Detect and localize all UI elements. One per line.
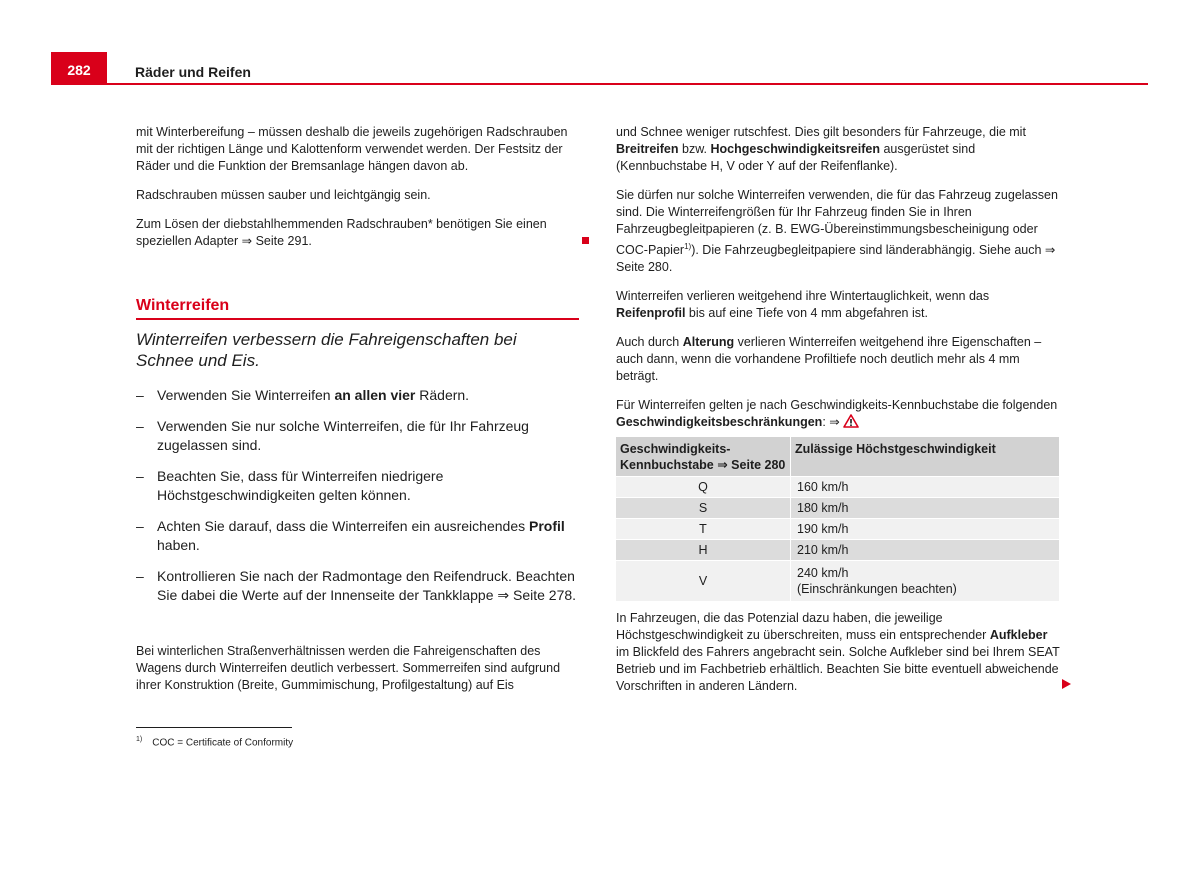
bullet-dash: – (136, 568, 144, 584)
paragraph: Winterreifen verlieren weitgehend ihre Wintertauglichkeit, wenn das Reifenprofil bis auf eine Tiefe von 4 mm abgefahren ist. (616, 289, 990, 321)
list-item-text: Rädern. (415, 387, 470, 403)
table-header-row (616, 437, 1059, 477)
footnote-ref[interactable]: 1) (684, 242, 692, 251)
list-item-text: Beachten Sie, dass für Winterreifen niedrigere Höchstgeschwindigkeiten gelten können. (157, 468, 444, 503)
paragraph: mit Winterbereifung – müssen deshalb die jeweils zugehörigen Radschrauben mit der richtigen Länge und Kalottenform verwendet werden. Der Festsitz der Räder und die Funktion der Bremsanlage hängen davon ab. (136, 125, 568, 173)
speed-code: T (616, 519, 791, 540)
section-rule (136, 318, 579, 320)
table-header-speed: Zulässige Höchstgeschwindigkeit (791, 437, 1060, 477)
list-item-text: Achten Sie darauf, dass die Winterreifen ein ausreichendes (157, 518, 529, 534)
warning-triangle-icon[interactable] (843, 414, 859, 428)
speed-code: Q (616, 477, 791, 498)
table-row (616, 498, 1059, 519)
footnote-text: COC = Certificate of Conformity (152, 737, 294, 749)
list-item-text: haben. (157, 537, 200, 553)
footnote-rule (136, 727, 292, 728)
speed-code: H (616, 540, 791, 561)
list-item-bold: an allen vier (334, 387, 416, 403)
paragraph: Sie dürfen nur solche Winterreifen verwenden, die für das Fahrzeug zugelassen sind. Die Winterreifengrößen für Ihr Fahrzeug finden Sie in Ihren Fahrzeugbegleitpapieren (z. B. EWG-Übereinstimmungsbescheinigung oder COC-Papier$^{1)}$). Die Fahrzeugbegleitpapiere sind länderabhängig. Siehe auch ⇒ Seite 280. (616, 188, 1058, 275)
list-item-text: Verwenden Sie nur solche Winterreifen, die für Ihr Fahrzeug zugelassen sind. (157, 418, 529, 453)
bullet-dash: – (136, 518, 144, 534)
page-number: 282 (51, 52, 107, 83)
paragraph: Radschrauben müssen sauber und leichtgängig sein. (136, 188, 431, 202)
list-item-text: Verwenden Sie Winterreifen (157, 387, 335, 403)
list-item (136, 417, 578, 455)
bullet-dash: – (136, 418, 144, 434)
max-speed (791, 561, 1060, 602)
bullet-dash: – (136, 387, 144, 403)
table-row (616, 561, 1059, 602)
speed-code: S (616, 498, 791, 519)
max-speed: 160 km/h (791, 477, 1060, 498)
chapter-title: Räder und Reifen (135, 64, 251, 80)
footnote-marker: 1) (136, 736, 143, 743)
section-title: Winterreifen (136, 297, 230, 314)
page-header (51, 52, 1148, 86)
paragraph: Zum Lösen der diebstahlhemmenden Radschrauben* benötigen Sie einen speziellen Adapter ⇒ Seite 291. (136, 217, 547, 248)
header-rule (51, 83, 1148, 85)
list-item-text: Kontrollieren Sie nach der Radmontage den Reifendruck. Beachten Sie dabei die Werte auf der Innenseite der Tankklappe ⇒ Seite 278. (157, 568, 577, 603)
table-row (616, 540, 1059, 561)
paragraph: In Fahrzeugen, die das Potenzial dazu haben, die jeweilige Höchstgeschwindigkeit zu überschreiten, muss ein entsprechender Aufkleber im Blickfeld des Fahrers angebracht sein. Solche Aufkleber sind bei Ihrem SEAT Betrieb und im Fachbetrieb erhältlich. Beachten Sie bitte eventuell abweichende Vorschriften in anderen Ländern. (616, 611, 1060, 693)
paragraph: Für Winterreifen gelten je nach Geschwindigkeits-Kennbuchstabe die folgenden Geschwindigkeitsbeschränkungen: ⇒ (616, 398, 1058, 430)
max-speed: 180 km/h (791, 498, 1060, 519)
list-item-bold: Profil (529, 518, 565, 534)
max-speed-note: (Einschränkungen beachten) (797, 582, 957, 596)
section-end-mark-icon (582, 237, 589, 244)
table-row (616, 519, 1059, 540)
right-column (616, 124, 1060, 443)
paragraph: Bei winterlichen Straßenverhältnissen werden die Fahreigenschaften des Wagens durch Winterreifen deutlich verbessert. Sommerreifen sind aufgrund ihrer Konstruktion (Breite, Gummimischung, Profilgestaltung) auf Eis (136, 644, 561, 692)
list-item (136, 517, 578, 555)
speed-restriction-table (616, 437, 1059, 601)
instruction-list (136, 386, 578, 617)
section-lead: Winterreifen verbessern die Fahreigenschaften bei Schnee und Eis. (136, 330, 517, 370)
left-column-intro (136, 124, 578, 262)
max-speed: 210 km/h (791, 540, 1060, 561)
list-item (136, 467, 578, 505)
max-speed-value: 240 km/h (797, 566, 849, 580)
table-row (616, 477, 1059, 498)
paragraph: und Schnee weniger rutschfest. Dies gilt besonders für Fahrzeuge, die mit Breitreifen bzw. Hochgeschwindigkeitsreifen ausgerüstet sind (Kennbuchstabe H, V oder Y auf der Reifenflanke). (616, 125, 1026, 173)
bullet-dash: – (136, 468, 144, 484)
footnote (136, 736, 293, 748)
list-item (136, 567, 578, 605)
list-item (136, 386, 578, 405)
paragraph: Auch durch Alterung verlieren Winterreifen weitgehend ihre Eigenschaften – auch dann, wenn die vorhandene Profiltiefe noch deutlich mehr als 4 mm beträgt. (616, 335, 1042, 384)
next-page-arrow-icon[interactable] (1062, 679, 1071, 689)
table-header-code: Geschwindigkeits-Kennbuchstabe ⇒ Seite 280 (616, 437, 791, 477)
max-speed: 190 km/h (791, 519, 1060, 540)
speed-code: V (616, 561, 791, 602)
